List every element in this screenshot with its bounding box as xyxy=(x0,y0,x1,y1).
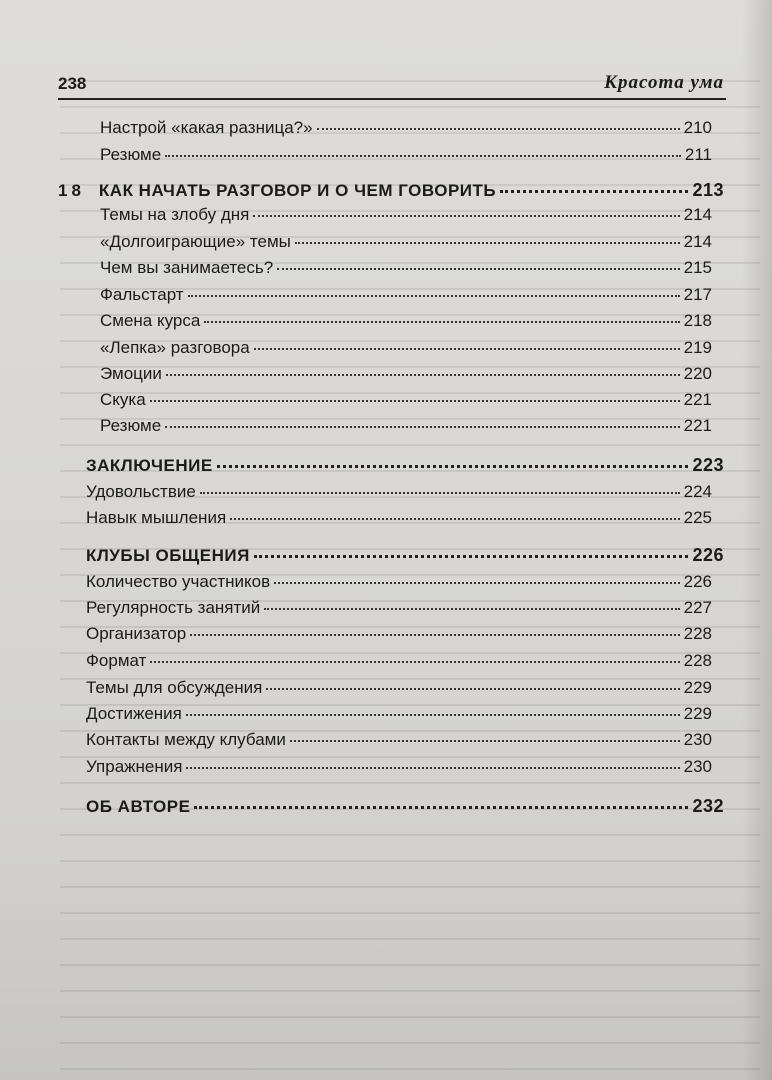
dot-leader xyxy=(166,370,680,376)
chapter-title: КАК НАЧАТЬ РАЗГОВОР И О ЧЕМ ГОВОРИТЬ xyxy=(98,181,497,200)
entry-title: Темы для обсуждения xyxy=(86,678,263,697)
entry-page-number: 218 xyxy=(683,311,712,330)
entry-title: Настрой «какая разница?» xyxy=(100,118,313,137)
entry-page-number: 230 xyxy=(683,757,712,776)
entry-page-number: 226 xyxy=(683,572,712,591)
page-number: 238 xyxy=(58,74,87,93)
dot-leader xyxy=(254,551,689,558)
entry-page-number: 229 xyxy=(683,704,712,723)
entry-title: Количество участников xyxy=(86,572,271,591)
entry-page-number: 211 xyxy=(684,145,712,164)
chapter-title: ОБ АВТОРЕ xyxy=(86,797,191,816)
page-edge-shadow xyxy=(742,0,772,1080)
toc-entry xyxy=(86,730,712,750)
dot-leader xyxy=(150,396,680,402)
entry-title: Чем вы занимаетесь? xyxy=(100,258,274,277)
entry-title: «Долгоиграющие» темы xyxy=(100,232,291,251)
toc-entry xyxy=(100,118,712,138)
toc-chapter-entry xyxy=(86,796,724,817)
entry-page-number: 217 xyxy=(683,285,712,304)
entry-page-number: 224 xyxy=(683,482,712,501)
toc-entry xyxy=(100,364,712,384)
dot-leader xyxy=(295,238,680,244)
dot-leader xyxy=(165,422,679,428)
toc-entry xyxy=(86,704,712,724)
entry-page-number: 220 xyxy=(683,364,712,383)
toc-chapter-entry xyxy=(86,455,724,476)
toc-entry xyxy=(100,232,712,252)
dot-leader xyxy=(190,630,679,636)
toc-entry xyxy=(86,624,712,644)
toc-entry xyxy=(86,678,712,698)
dot-leader xyxy=(200,488,680,494)
dot-leader xyxy=(266,684,679,690)
toc-entry xyxy=(86,598,712,618)
toc-entry xyxy=(100,311,712,331)
dot-leader xyxy=(186,763,679,769)
entry-page-number: 229 xyxy=(683,678,712,697)
dot-leader xyxy=(253,211,679,217)
chapter-title: КЛУБЫ ОБЩЕНИЯ xyxy=(86,546,250,565)
dot-leader xyxy=(254,344,680,350)
toc-entry xyxy=(100,390,712,410)
entry-page-number: 210 xyxy=(683,118,712,137)
dot-leader xyxy=(150,657,679,663)
entry-page-number: 230 xyxy=(683,730,712,749)
toc-entry xyxy=(100,338,712,358)
entry-page-number: 221 xyxy=(683,390,712,409)
dot-leader xyxy=(188,291,680,297)
entry-page-number: 213 xyxy=(692,180,724,200)
entry-title: Темы на злобу дня xyxy=(100,205,250,224)
entry-title: Формат xyxy=(86,651,147,670)
dot-leader xyxy=(204,317,679,323)
entry-page-number: 215 xyxy=(683,258,712,277)
toc-entry xyxy=(86,508,712,528)
toc-chapter-entry xyxy=(58,180,724,201)
toc-entry xyxy=(86,757,712,777)
entry-title: Организатор xyxy=(86,624,187,643)
dot-leader xyxy=(290,736,680,742)
dot-leader xyxy=(264,604,679,610)
entry-title: Контакты между клубами xyxy=(86,730,286,749)
chapter-number: 18 xyxy=(58,181,85,200)
entry-page-number: 225 xyxy=(683,508,712,527)
entry-title: Скука xyxy=(100,390,146,409)
entry-page-number: 227 xyxy=(683,598,712,617)
header-rule xyxy=(58,98,726,100)
toc-entry xyxy=(86,572,712,592)
entry-page-number: 219 xyxy=(683,338,712,357)
dot-leader xyxy=(317,124,680,130)
entry-page-number: 228 xyxy=(683,624,712,643)
entry-page-number: 228 xyxy=(683,651,712,670)
dot-leader xyxy=(230,514,679,520)
entry-page-number: 214 xyxy=(683,232,712,251)
entry-title: Смена курса xyxy=(100,311,201,330)
dot-leader xyxy=(186,710,680,716)
entry-title: Регулярность занятий xyxy=(86,598,261,617)
toc-entry xyxy=(100,145,712,165)
entry-page-number: 223 xyxy=(692,455,724,475)
entry-title: Навык мышления xyxy=(86,508,227,527)
dot-leader xyxy=(274,578,680,584)
toc-entry xyxy=(86,651,712,671)
toc-entry xyxy=(100,258,712,278)
entry-title: Резюме xyxy=(100,416,162,435)
entry-title: Фальстарт xyxy=(100,285,184,304)
toc-entry xyxy=(100,416,712,436)
dot-leader xyxy=(277,264,679,270)
chapter-title: ЗАКЛЮЧЕНИЕ xyxy=(86,456,213,475)
page-header xyxy=(58,72,726,102)
running-title: Красота ума xyxy=(604,72,724,93)
toc-entry xyxy=(100,205,712,225)
entry-page-number: 232 xyxy=(692,796,724,816)
entry-title: «Лепка» разговора xyxy=(100,338,250,357)
toc-chapter-entry xyxy=(86,545,724,566)
dot-leader xyxy=(165,151,681,157)
entry-page-number: 226 xyxy=(692,545,724,565)
entry-page-number: 221 xyxy=(683,416,712,435)
entry-title: Удовольствие xyxy=(86,482,196,501)
entry-title: Эмоции xyxy=(100,364,162,383)
entry-title: Достижения xyxy=(86,704,182,723)
entry-title: Упражнения xyxy=(86,757,183,776)
toc-entry xyxy=(100,285,712,305)
dot-leader xyxy=(194,802,688,809)
dot-leader xyxy=(217,461,689,468)
entry-title: Резюме xyxy=(100,145,162,164)
toc-entry xyxy=(86,482,712,502)
entry-page-number: 214 xyxy=(683,205,712,224)
dot-leader xyxy=(500,186,688,193)
